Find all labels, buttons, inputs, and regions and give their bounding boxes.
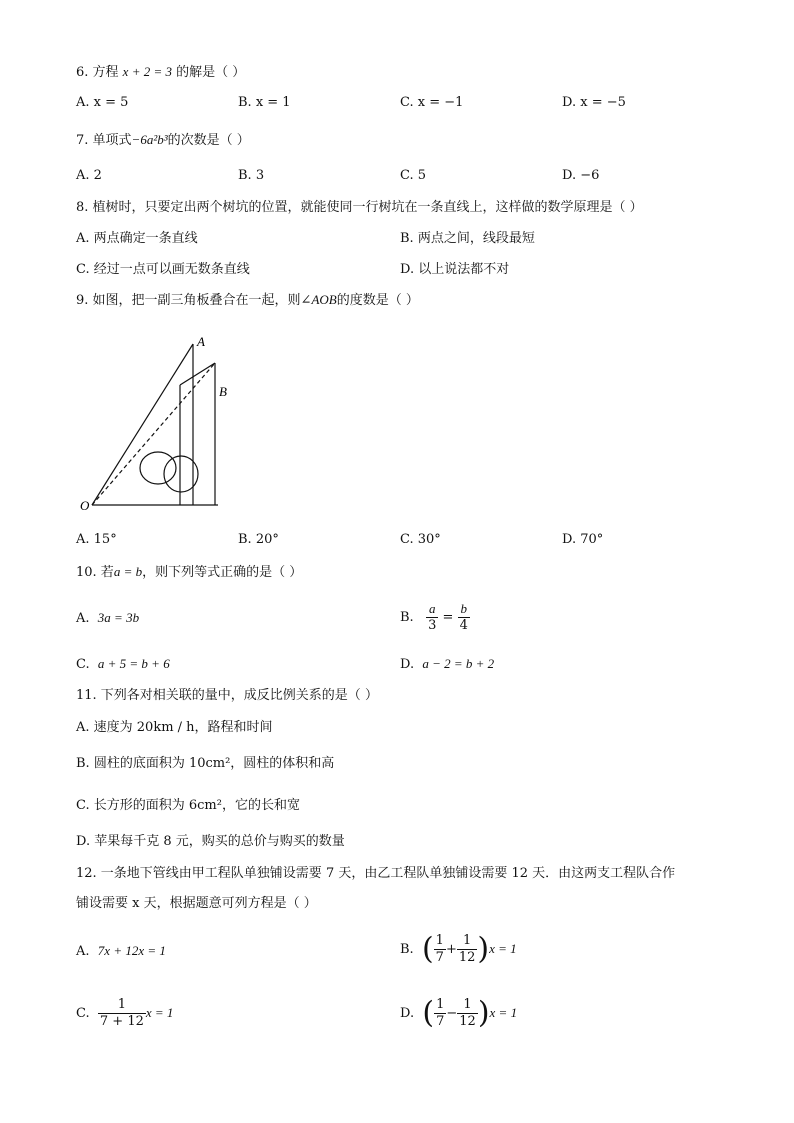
q8-option-d: D. 以上说法都不对 xyxy=(400,262,510,277)
q8-option-b: B. 两点之间，线段最短 xyxy=(400,231,535,246)
q7-stem: 7. 单项式−6a²b³的次数是（ ） xyxy=(76,132,250,148)
q9-option-c: C. 30° xyxy=(400,532,441,547)
q6-stem: 6. 方程 x + 2 = 3 的解是（ ） xyxy=(76,64,246,80)
q11-option-c: C. 长方形的面积为 6cm²，它的长和宽 xyxy=(76,798,300,813)
q12-stem-line1: 12. 一条地下管线由甲工程队单独铺设需要 7 天，由乙工程队单独铺设需要 12 天．由这两支工程队合作 xyxy=(76,866,676,881)
fraction-a-3: $\frac{a}{3}$ xyxy=(428,601,437,633)
q12-option-d: D. ( $\frac{1}{7}$ − $\frac{1}{12}$ )x = 1 xyxy=(400,995,518,1031)
q12-option-b: B. ( $\frac{1}{7}$ + $\frac{1}{12}$ )x = 1 xyxy=(400,931,517,967)
q6-option-d: D. x = −5 xyxy=(562,95,626,110)
q11-option-b: B. 圆柱的底面积为 10cm²，圆柱的体积和高 xyxy=(76,756,335,771)
q12-option-c: C. $\frac{1}{7 + 12}$ x = 1 xyxy=(76,997,174,1029)
hole-circle-left xyxy=(140,452,176,484)
q7-option-c: C. 5 xyxy=(400,168,427,183)
q12-stem-line2: 铺设需要 x 天，根据题意可列方程是（ ） xyxy=(76,896,317,911)
q7-option-a: A. 2 xyxy=(76,168,102,183)
fraction-b-4: $\frac{b}{4}$ xyxy=(459,601,468,633)
fraction-1-12: $\frac{1}{12}$ xyxy=(458,933,476,965)
q10-option-d: D. a − 2 = b + 2 xyxy=(400,656,495,672)
fraction-1-over-7-plus-12: $\frac{1}{7 + 12}$ xyxy=(99,997,144,1029)
q11-option-d: D. 苹果每千克 8 元，购买的总价与购买的数量 xyxy=(76,834,345,849)
fraction-1-7: $\frac{1}{7}$ xyxy=(435,933,444,965)
q8-option-c: C. 经过一点可以画无数条直线 xyxy=(76,262,250,277)
q10-option-c: C. a + 5 = b + 6 xyxy=(76,656,170,672)
q6-option-a: A. x = 5 xyxy=(76,95,129,110)
q7-option-b: B. 3 xyxy=(238,168,265,183)
q9-option-d: D. 70° xyxy=(562,532,604,547)
triangle-hypotenuse-oa xyxy=(92,344,193,505)
q8-option-a: A. 两点确定一条直线 xyxy=(76,231,198,246)
q6-option-b: B. x = 1 xyxy=(238,95,291,110)
q11-option-a: A. 速度为 20km / h，路程和时间 xyxy=(76,720,273,735)
q11-stem: 11. 下列各对相关联的量中，成反比例关系的是（ ） xyxy=(76,688,378,703)
q10-stem: 10. 若a = b，则下列等式正确的是（ ） xyxy=(76,564,303,580)
label-b: B xyxy=(219,384,227,399)
q6-option-c: C. x = −1 xyxy=(400,95,464,110)
q12-option-a: A. 7x + 12x = 1 xyxy=(76,943,166,959)
q9-stem: 9. 如图，把一副三角板叠合在一起，则∠AOB的度数是（ ） xyxy=(76,292,419,308)
label-a: A xyxy=(197,334,205,349)
q10-option-a: A. 3a = 3b xyxy=(76,610,140,626)
fraction-1-7: $\frac{1}{7}$ xyxy=(436,997,445,1029)
label-o: O xyxy=(80,498,90,513)
q9-option-a: A. 15° xyxy=(76,532,117,547)
q8-stem: 8. 植树时，只要定出两个树坑的位置，就能使同一行树坑在一条直线上，这样做的数学原理是（ ） xyxy=(76,200,643,215)
triangle-figure xyxy=(70,330,240,520)
q10-option-b: B. $\frac{a}{3}$ = $\frac{b}{4}$ xyxy=(400,601,468,633)
q9-option-b: B. 20° xyxy=(238,532,279,547)
fraction-1-12: $\frac{1}{12}$ xyxy=(459,997,476,1029)
triangle-top-b xyxy=(180,363,215,385)
q7-option-d: D. −6 xyxy=(562,168,600,183)
